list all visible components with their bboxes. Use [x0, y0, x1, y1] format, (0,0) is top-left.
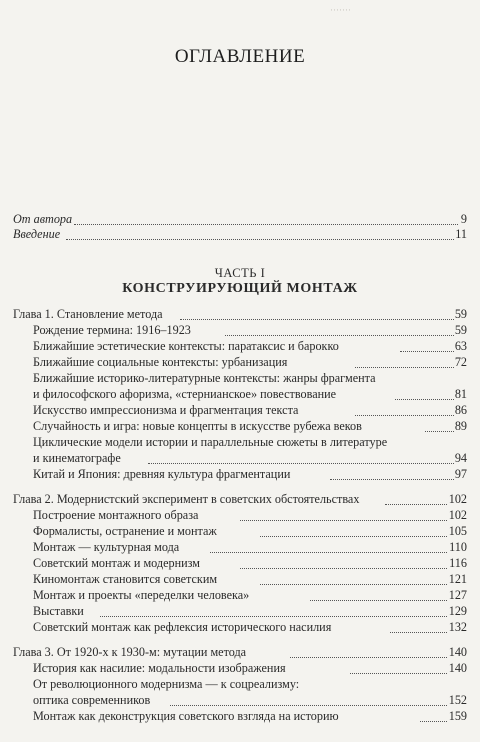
toc-section[interactable]: [0, 338, 480, 355]
toc-chapter-label: Глава 1. Становление метода: [13, 307, 163, 321]
toc-section-page: 152: [448, 693, 467, 707]
toc-chapter-label: Глава 3. От 1920-х к 1930-м: мутации метода: [13, 645, 247, 659]
toc-entry-page: 9: [460, 212, 467, 226]
toc-section-page: 140: [448, 661, 467, 675]
toc-section-page: 110: [449, 540, 467, 554]
toc-section-label: Рождение термина: 1916–1923: [33, 323, 191, 337]
toc-section-page: 89: [454, 419, 467, 433]
toc-section[interactable]: [0, 587, 480, 604]
toc-section-label: Выставки: [33, 604, 84, 618]
toc-section[interactable]: [0, 571, 480, 588]
toc-chapter-3[interactable]: [0, 644, 480, 661]
toc-section-label: и философского афоризма, «стернианское» повествование: [33, 387, 337, 401]
toc-section-label: Китай и Япония: древняя культура фрагментации: [33, 467, 291, 481]
toc-section[interactable]: [0, 507, 480, 524]
toc-chapter-page: 59: [454, 307, 467, 321]
toc-section[interactable]: [0, 322, 480, 339]
toc-section-label: Ближайшие социальные контексты: урбанизация: [33, 355, 288, 369]
toc-section-page: 116: [449, 556, 467, 570]
toc-section-page: 94: [454, 451, 467, 465]
toc-section-label: Монтаж и проекты «переделки человека»: [33, 588, 250, 602]
toc-section-label-line1: Циклические модели истории и параллельные сюжеты в литературе: [33, 435, 388, 449]
toc-section-label: оптика современников: [33, 693, 151, 707]
toc-section-page: 129: [448, 604, 467, 618]
toc-section-page: 72: [454, 355, 467, 369]
toc-section[interactable]: [0, 354, 480, 371]
toc-section-page: 121: [448, 572, 467, 586]
toc-section-page: 59: [454, 323, 467, 337]
toc-section-page: 81: [454, 387, 467, 401]
page-title: ОГЛАВЛЕНИЕ: [174, 46, 306, 67]
toc-section[interactable]: [0, 386, 480, 403]
toc-section-label-line1: От революционного модернизма — к соцреализму:: [33, 677, 300, 691]
toc-section-label: Советский монтаж как рефлексия исторического насилия: [33, 620, 332, 634]
toc-section[interactable]: [0, 692, 480, 709]
toc-section[interactable]: [0, 402, 480, 419]
toc-section-page: 86: [454, 403, 467, 417]
toc-section-page: 105: [448, 524, 467, 538]
toc-section-label: Случайность и игра: новые концепты в искусстве рубежа веков: [33, 419, 362, 433]
toc-section-page: 63: [454, 339, 467, 353]
toc-section-page: 97: [454, 467, 467, 481]
toc-section[interactable]: [0, 450, 480, 467]
toc-section-label: Монтаж — культурная мода: [33, 540, 180, 554]
toc-section-label: Построение монтажного образа: [33, 508, 199, 522]
toc-section-page: 127: [448, 588, 467, 602]
toc-section-label: Советский монтаж и модернизм: [33, 556, 201, 570]
toc-entry-label: Введение: [13, 227, 61, 241]
toc-section[interactable]: [0, 418, 480, 435]
toc-entry-page: 11: [455, 227, 467, 241]
bleed-through-header: ·······: [330, 5, 351, 15]
toc-section[interactable]: [0, 708, 480, 725]
part-title: КОНСТРУИРУЮЩИЙ МОНТАЖ: [122, 281, 358, 296]
toc-section-label: Киномонтаж становится советским: [33, 572, 218, 586]
toc-chapter-page: 102: [448, 492, 467, 506]
toc-section[interactable]: [0, 603, 480, 620]
toc-section-label: Искусство импрессионизма и фрагментация текста: [33, 403, 299, 417]
toc-section[interactable]: [0, 660, 480, 677]
toc-section-label: Ближайшие эстетические контексты: паратаксис и барокко: [33, 339, 339, 353]
toc-section[interactable]: [0, 555, 480, 572]
toc-chapter-page: 140: [448, 645, 467, 659]
toc-section-page: 132: [448, 620, 467, 634]
toc-section-label: Формалисты, остранение и монтаж: [33, 524, 217, 538]
toc-section-label: История как насилие: модальности изображения: [33, 661, 286, 675]
toc-entry-introduction[interactable]: [0, 226, 480, 243]
toc-section[interactable]: [0, 619, 480, 636]
toc-section[interactable]: [0, 523, 480, 540]
toc-section-label: Монтаж как деконструкция советского взгляда на историю: [33, 709, 339, 723]
toc-section[interactable]: [0, 466, 480, 483]
toc-chapter-label: Глава 2. Модернистский эксперимент в советских обстоятельствах: [13, 492, 360, 506]
toc-section-page: 159: [448, 709, 467, 723]
toc-chapter-1[interactable]: [0, 306, 480, 323]
part-label: ЧАСТЬ I: [214, 266, 266, 280]
toc-chapter-2[interactable]: [0, 491, 480, 508]
toc-section-label-line1: Ближайшие историко-литературные контексты: жанры фрагмента: [33, 371, 376, 385]
toc-section[interactable]: [0, 539, 480, 556]
toc-section-page: 102: [448, 508, 467, 522]
toc-entry-label: От автора: [13, 212, 73, 226]
toc-section-label: и кинематографе: [33, 451, 121, 465]
